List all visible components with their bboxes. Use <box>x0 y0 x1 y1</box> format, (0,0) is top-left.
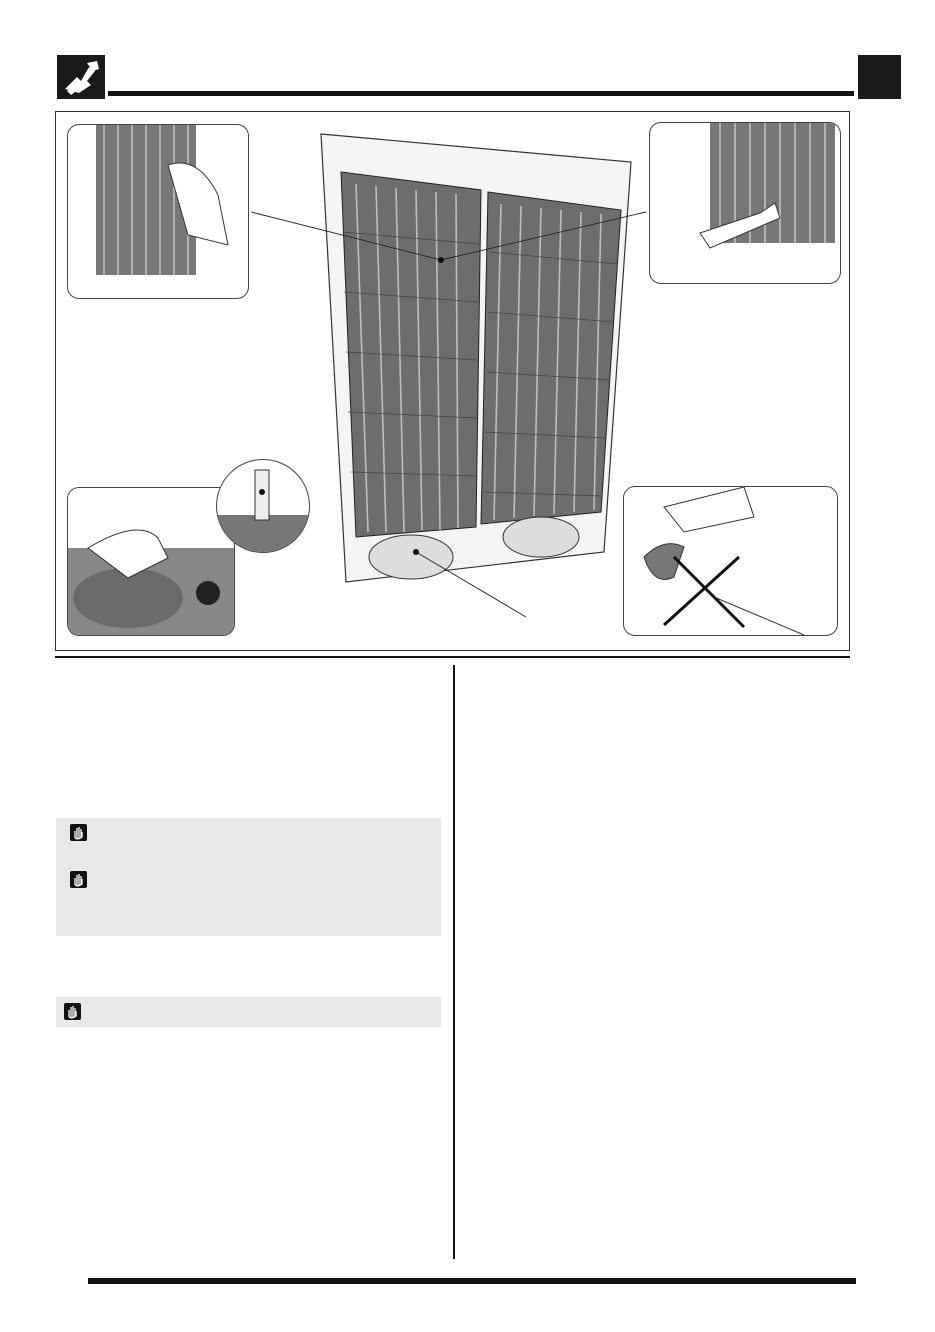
stop-hand-icon <box>64 1003 81 1020</box>
warning-note-box <box>56 818 441 936</box>
figure-panel <box>55 111 850 651</box>
footer-rule <box>88 1278 856 1284</box>
stop-hand-icon <box>70 871 87 888</box>
wrench-hand-icon <box>57 55 105 99</box>
inset-drain-zoom <box>216 459 310 553</box>
section-rule <box>55 656 850 658</box>
inset-hand-condenser <box>649 122 841 284</box>
inset-drain-tray <box>67 487 235 636</box>
header-rule <box>108 91 854 96</box>
inset-no-water <box>623 486 838 636</box>
stop-hand-icon <box>70 824 87 841</box>
inset-brush-cleaning <box>67 124 249 299</box>
language-tab <box>858 55 901 99</box>
column-divider <box>453 665 455 1259</box>
warning-note-box <box>56 997 441 1027</box>
